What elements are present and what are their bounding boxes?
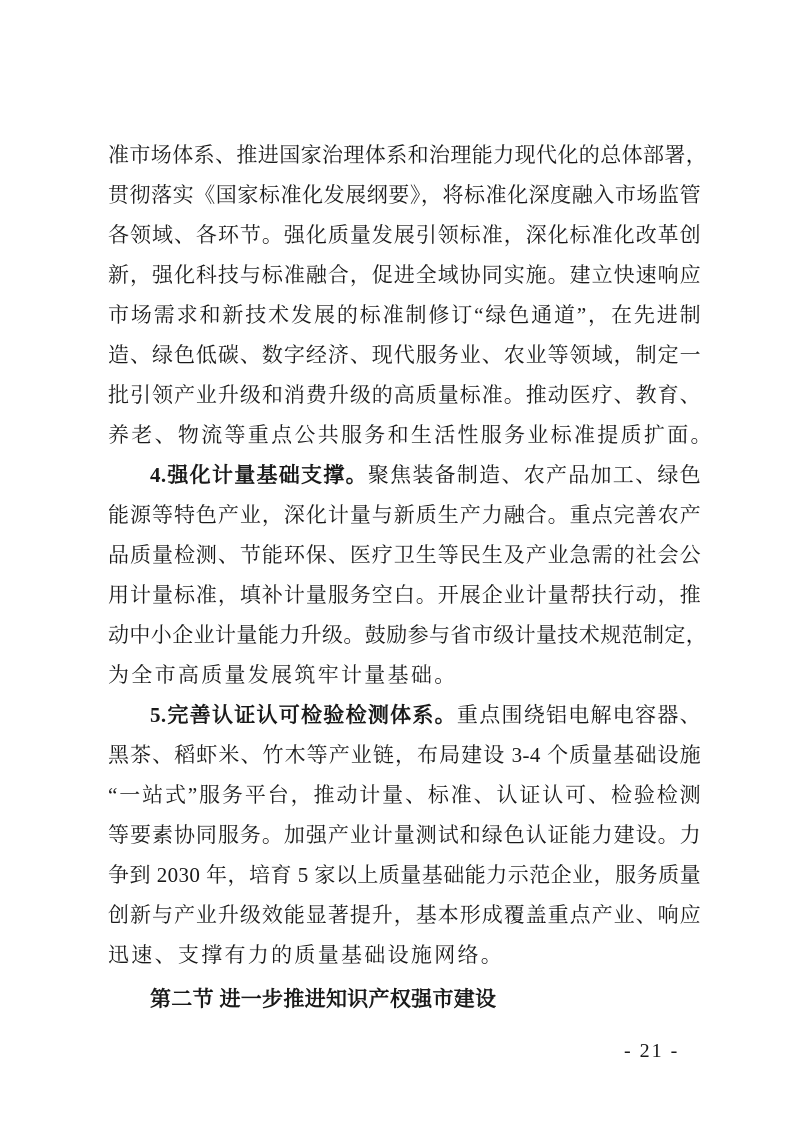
body-line: 能源等特色产业，深化计量与新质生产力融合。重点完善农产 [108,503,701,527]
paragraph-5-first-line [150,701,701,729]
body-line: 为全市高质量发展筑牢计量基础。 [108,663,458,687]
page-number: - 21 - [624,1040,680,1062]
body-line: 养老、物流等重点公共服务和生活性服务业标准提质扩面。 [108,423,714,447]
paragraph-4-title: 4.强化计量基础支撑。 [150,463,368,487]
body-line: 迅速、支撑有力的质量基础设施网络。 [108,943,505,967]
section-heading: 第二节 进一步推进知识产权强市建设 [150,987,497,1011]
body-line: 动中小企业计量能力升级。鼓励参与省市级计量技术规范制定， [108,623,708,647]
body-line: 等要素协同服务。加强产业计量测试和绿色认证能力建设。力 [108,823,701,847]
paragraph-5-title: 5.完善认证认可检验检测体系。 [150,703,457,727]
body-line: 黑茶、稻虾米、竹木等产业链，布局建设 3-4 个质量基础设施 [108,743,701,767]
body-line: 争到 2030 年，培育 5 家以上质量基础能力示范企业，服务质量 [108,863,701,887]
body-line: 新，强化科技与标准融合，促进全域协同实施。建立快速响应 [108,263,701,287]
body-line: 造、绿色低碳、数字经济、现代服务业、农业等领域，制定一 [108,343,701,367]
body-line: 创新与产业升级效能显著提升，基本形成覆盖重点产业、响应 [108,903,701,927]
paragraph-4-first-line [150,461,701,489]
body-line: 贯彻落实《国家标准化发展纲要》，将标准化深度融入市场监管 [108,183,701,207]
body-line: 用计量标准，填补计量服务空白。开展企业计量帮扶行动，推 [108,583,701,607]
body-line: 各领域、各环节。强化质量发展引领标准，深化标准化改革创 [108,223,701,247]
body-text: 聚焦装备制造、农产品加工、绿色 [367,463,702,487]
body-line: 市场需求和新技术发展的标准制修订“绿色通道”，在先进制 [108,303,701,327]
body-line: 品质量检测、节能环保、医疗卫生等民生及产业急需的社会公 [108,543,701,567]
body-line: 准市场体系、推进国家治理体系和治理能力现代化的总体部署， [108,143,708,167]
body-text: 重点围绕铝电解电容器、 [456,703,702,727]
body-line: “一站式”服务平台，推动计量、标准、认证认可、检验检测 [108,783,701,807]
body-line: 批引领产业升级和消费升级的高质量标准。推动医疗、教育、 [108,383,701,407]
